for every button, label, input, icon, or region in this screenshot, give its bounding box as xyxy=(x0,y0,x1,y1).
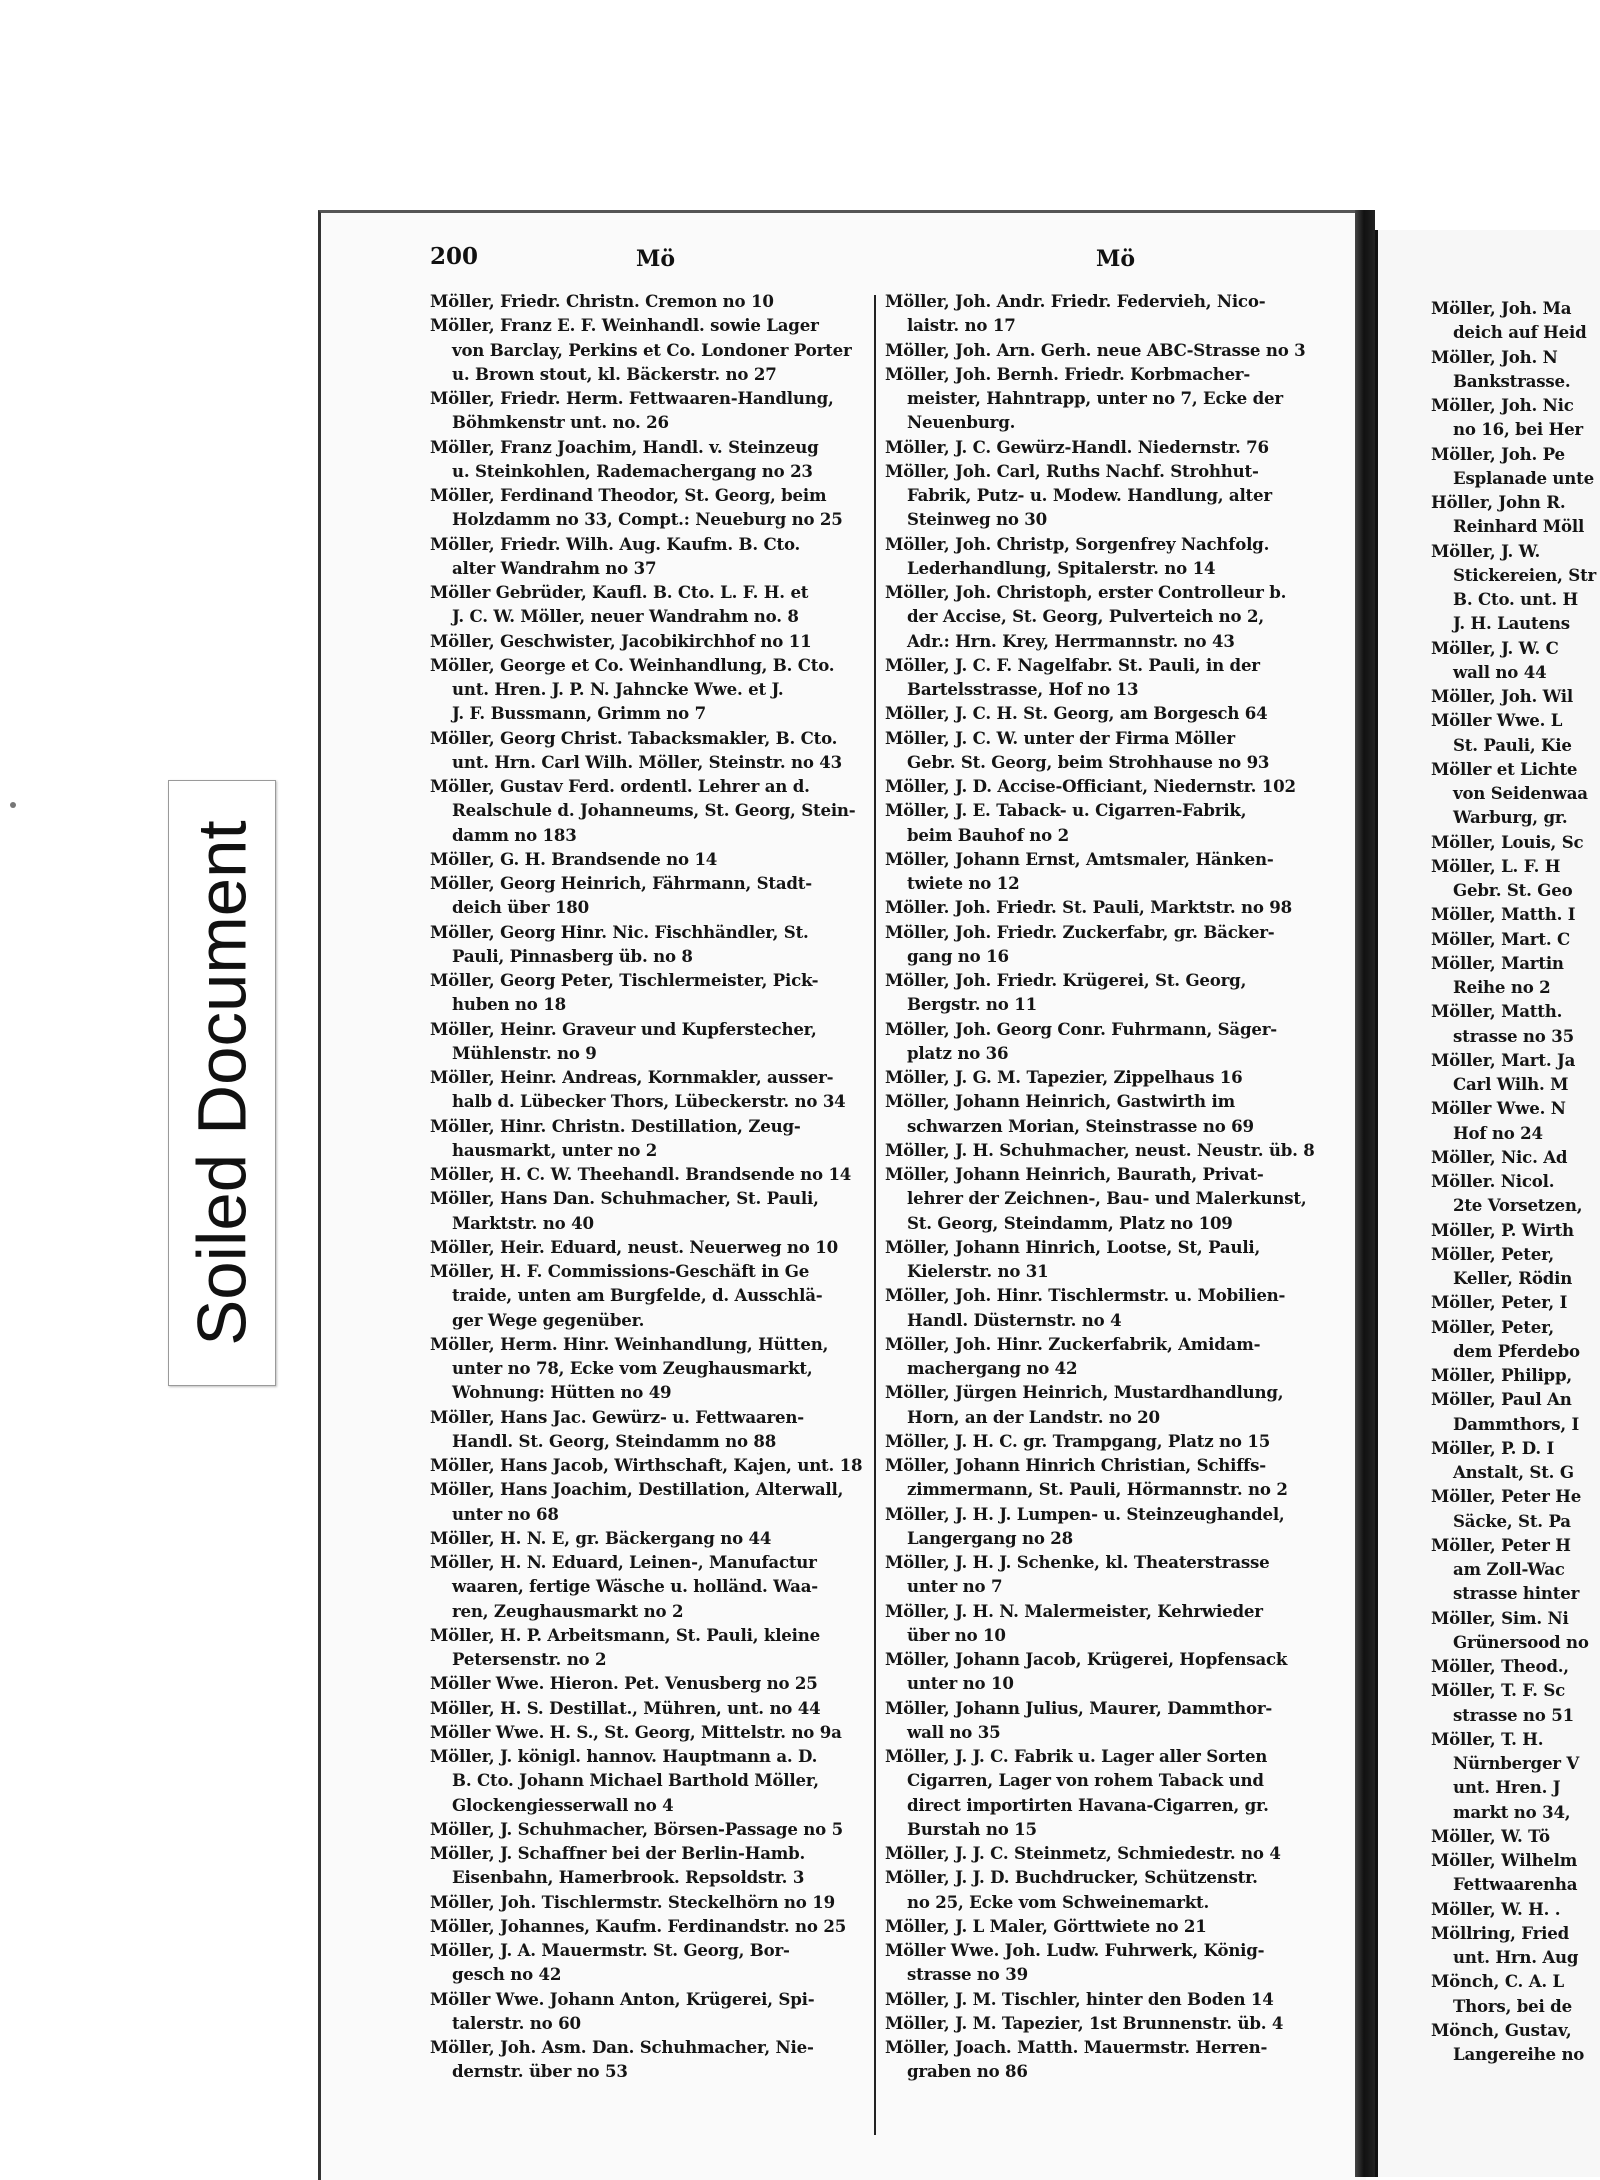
directory-line: Möller, J. H. Schuhmacher, neust. Neustr. üb. 8 xyxy=(885,1139,1315,1160)
directory-line: Möller, Joh. Nic xyxy=(1431,395,1574,415)
directory-line: Möller, Hans Jac. Gewürz- u. Fettwaaren- xyxy=(430,1406,804,1427)
directory-line: Möller, Franz Joachim, Handl. v. Steinzeug xyxy=(430,436,819,457)
directory-line: Esplanade unte xyxy=(1453,467,1594,488)
directory-line: Möller, Hans Jacob, Wirthschaft, Kajen, unt. 18 xyxy=(430,1455,863,1475)
directory-line: Wohnung: Hütten no 49 xyxy=(452,1382,672,1403)
directory-line: Möller, Georg Christ. Tabacksmakler, B. Cto. xyxy=(430,727,838,748)
directory-line: Möller, J. H. C. gr. Trampgang, Platz no 15 xyxy=(885,1430,1271,1451)
directory-line: Möller, Paul An xyxy=(1431,1389,1572,1410)
directory-line: Möller, H. P. Arbeitsmann, St. Pauli, kleine xyxy=(430,1624,820,1645)
directory-line: Möller, Joh. Arn. Gerh. neue ABC-Strasse no 3 xyxy=(885,339,1306,360)
directory-line: Möller, Ferdinand Theodor, St. Georg, beim xyxy=(430,485,827,505)
directory-line: Möller, Joh. Hinr. Zuckerfabrik, Amidam- xyxy=(885,1333,1261,1354)
directory-line: Möller, J. G. M. Tapezier, Zippelhaus 16 xyxy=(885,1067,1243,1087)
directory-line: Möller, Matth. I xyxy=(1431,904,1576,925)
directory-line: huben no 18 xyxy=(452,994,566,1015)
page-gutter-shadow xyxy=(1355,210,1375,2177)
directory-line: Möller, J. E. Taback- u. Cigarren-Fabrik, xyxy=(885,800,1247,821)
directory-line: Möller, P. Wirth xyxy=(1431,1219,1574,1240)
directory-line: Möller, H. N. E, gr. Bäckergang no 44 xyxy=(430,1527,772,1548)
directory-line: Möller, Johann Heinrich, Gastwirth im xyxy=(885,1091,1235,1112)
directory-line: Möller, Peter, I xyxy=(1431,1292,1568,1313)
directory-line: gesch no 42 xyxy=(452,1964,562,1985)
directory-line: Möller, Mart. C xyxy=(1431,928,1570,949)
directory-line: der Accise, St. Georg, Pulverteich no 2, xyxy=(907,606,1264,627)
directory-line: hausmarkt, unter no 2 xyxy=(452,1139,658,1160)
directory-line: Möller, Friedr. Wilh. Aug. Kaufm. B. Cto. xyxy=(430,533,801,554)
label-text: Soiled Document xyxy=(183,820,261,1346)
directory-line: Möller, Hinr. Christn. Destillation, Zeug- xyxy=(430,1115,801,1136)
directory-line: Möller, Nic. Ad xyxy=(1431,1146,1568,1167)
directory-line: Handl. Düsternstr. no 4 xyxy=(907,1309,1122,1330)
directory-line: Möller, Georg Peter, Tischlermeister, Pick- xyxy=(430,970,819,990)
directory-line: Gebr. St. Geo xyxy=(1453,880,1573,900)
directory-line: Möller, G. H. Brandsende no 14 xyxy=(430,848,718,869)
directory-line: no 16, bei Her xyxy=(1453,419,1583,440)
directory-line: Möller, J. W. C xyxy=(1431,637,1559,658)
directory-line: twiete no 12 xyxy=(907,873,1020,893)
directory-line: damm no 183 xyxy=(452,824,577,845)
adjacent-page-column xyxy=(1431,296,1596,2066)
directory-line: Möller, Hans Joachim, Destillation, Alterwall, xyxy=(430,1479,844,1500)
directory-line: Nürnberger V xyxy=(1453,1753,1580,1773)
directory-line: Glockengiesserwall no 4 xyxy=(452,1794,674,1815)
directory-line: von Barclay, Perkins et Co. Londoner Porter xyxy=(452,339,852,360)
directory-line: Möller, H. C. W. Theehandl. Brandsende no 14 xyxy=(430,1164,852,1184)
directory-line: Möller Wwe. H. S., St. Georg, Mittelstr. no 9a xyxy=(430,1721,842,1742)
directory-line: Möller, Matth. xyxy=(1431,1001,1563,1022)
directory-line: Möller, J. königl. hannov. Hauptmann a. D. xyxy=(430,1746,818,1766)
directory-line: Möller, Peter, xyxy=(1431,1243,1555,1264)
directory-line: wall no 44 xyxy=(1453,661,1547,682)
directory-line: beim Bauhof no 2 xyxy=(907,824,1069,845)
directory-line: meister, Hahntrapp, unter no 7, Ecke der xyxy=(907,388,1283,408)
column-divider xyxy=(874,295,876,2135)
directory-line: Warburg, gr. xyxy=(1453,807,1568,828)
directory-line: Bergstr. no 11 xyxy=(907,994,1037,1015)
directory-line: talerstr. no 60 xyxy=(452,2012,581,2033)
directory-line: Möller, J. Schuhmacher, Börsen-Passage no 5 xyxy=(430,1818,843,1839)
directory-line: Möller, J. M. Tischler, hinter den Boden 14 xyxy=(885,1988,1274,2009)
directory-line: Möller, Joh. Christoph, erster Controlleur b. xyxy=(885,582,1287,602)
directory-line: schwarzen Morian, Steinstrasse no 69 xyxy=(907,1115,1254,1136)
directory-line: dernstr. über no 53 xyxy=(452,2061,628,2082)
directory-line: Handl. St. Georg, Steindamm no 88 xyxy=(452,1430,777,1451)
directory-line: Möller, Joh. Hinr. Tischlermstr. u. Mobilien- xyxy=(885,1285,1286,1306)
directory-line: Möller Gebrüder, Kaufl. B. Cto. L. F. H. et xyxy=(430,582,809,602)
directory-line: Möller Wwe. Johann Anton, Krügerei, Spi- xyxy=(430,1988,815,2009)
right-column xyxy=(885,289,1355,2084)
directory-line: Möller, Joh. N xyxy=(1431,346,1558,367)
directory-line: traide, unten am Burgfelde, d. Ausschlä- xyxy=(452,1285,823,1306)
directory-line: Möller, J. W. xyxy=(1431,540,1541,561)
directory-line: Möller, H. F. Commissions-Geschäft in Ge xyxy=(430,1261,810,1281)
directory-line: Kielerstr. no 31 xyxy=(907,1261,1049,1281)
directory-line: Cigarren, Lager von rohem Taback und xyxy=(907,1770,1264,1791)
directory-line: unt. Hren. J xyxy=(1453,1777,1561,1798)
directory-line: Thors, bei de xyxy=(1453,1995,1572,2016)
directory-line: St. Pauli, Kie xyxy=(1453,734,1572,755)
directory-line: Holzdamm no 33, Compt.: Neueburg no 25 xyxy=(452,509,843,530)
directory-line: Möller, J. J. C. Steinmetz, Schmiedestr. no 4 xyxy=(885,1843,1281,1863)
directory-line: Burstah no 15 xyxy=(907,1818,1037,1839)
directory-line: unter no 78, Ecke vom Zeughausmarkt, xyxy=(452,1358,813,1378)
directory-line: J. C. W. Möller, neuer Wandrahm no. 8 xyxy=(452,606,799,627)
adjacent-page-fragment xyxy=(1375,230,1600,2177)
directory-line: Säcke, St. Pa xyxy=(1453,1510,1571,1531)
directory-line: 2te Vorsetzen, xyxy=(1453,1195,1583,1216)
directory-line: Möller. Joh. Friedr. St. Pauli, Marktstr. no 98 xyxy=(885,897,1292,918)
directory-line: Horn, an der Landstr. no 20 xyxy=(907,1406,1160,1427)
directory-line: Möller, J. J. D. Buchdrucker, Schützenstr. xyxy=(885,1867,1258,1888)
directory-line: Möller, L. F. H xyxy=(1431,855,1561,876)
directory-line: Möller, Hans Dan. Schuhmacher, St. Pauli, xyxy=(430,1188,819,1209)
directory-line: Reinhard Möll xyxy=(1453,516,1585,537)
directory-line: über no 10 xyxy=(907,1624,1006,1645)
directory-line: Möller, Joh. Friedr. Zuckerfabr, gr. Bäcker- xyxy=(885,921,1275,942)
directory-page xyxy=(318,210,1366,2180)
directory-line: Möller Wwe. L xyxy=(1431,710,1563,731)
directory-line: Möller, Joach. Matth. Mauermstr. Herren- xyxy=(885,2037,1268,2057)
directory-line: Möller, Franz E. F. Weinhandl. sowie Lager xyxy=(430,315,819,336)
directory-line: Möller, Joh. Andr. Friedr. Federvieh, Nico- xyxy=(885,291,1266,311)
directory-line: Möller, Gustav Ferd. ordentl. Lehrer an d. xyxy=(430,776,810,796)
directory-line: Möller, Joh. Ma xyxy=(1431,298,1572,318)
directory-line: Möller, Martin xyxy=(1431,952,1564,973)
directory-line: Hof no 24 xyxy=(1453,1122,1543,1143)
directory-line: Möller, J. H. N. Malermeister, Kehrwieder xyxy=(885,1600,1263,1621)
directory-line: Höller, John R. xyxy=(1431,492,1566,512)
directory-line: Gebr. St. Georg, beim Strohhause no 93 xyxy=(907,751,1270,772)
directory-line: unter no 10 xyxy=(907,1673,1014,1694)
directory-line: Reihe no 2 xyxy=(1453,977,1551,997)
directory-line: Möller, J. Schaffner bei der Berlin-Hamb. xyxy=(430,1843,806,1863)
directory-line: Langergang no 28 xyxy=(907,1527,1073,1548)
directory-line: Möller, Joh. Carl, Ruths Nachf. Strohhut- xyxy=(885,460,1259,481)
directory-line: Möller, Johann Julius, Maurer, Dammthor- xyxy=(885,1697,1273,1718)
directory-line: Mönch, Gustav, xyxy=(1431,2019,1572,2040)
directory-line: deich über 180 xyxy=(452,897,589,918)
directory-line: Möller, Peter, xyxy=(1431,1316,1555,1337)
directory-line: Möller, Johann Heinrich, Baurath, Privat- xyxy=(885,1164,1264,1184)
directory-line: Möller, J. H. J. Schenke, kl. Theaterstrasse xyxy=(885,1552,1270,1572)
directory-line: Möller, W. H. . xyxy=(1431,1898,1561,1919)
directory-line: wall no 35 xyxy=(907,1721,1001,1742)
running-head-left: Mö xyxy=(636,246,676,272)
directory-line: Möller, Louis, Sc xyxy=(1431,831,1584,852)
directory-line: Möller, Jürgen Heinrich, Mustardhandlung, xyxy=(885,1382,1284,1403)
directory-line: u. Brown stout, kl. Bäckerstr. no 27 xyxy=(452,363,777,384)
directory-line: Möller, Theod., xyxy=(1431,1656,1569,1676)
directory-line: Möller, J. C. F. Nagelfabr. St. Pauli, in der xyxy=(885,654,1260,675)
soiled-document-label xyxy=(168,780,276,1386)
directory-line: Fettwaarenha xyxy=(1453,1874,1578,1895)
directory-line: u. Steinkohlen, Rademachergang no 23 xyxy=(452,460,813,481)
directory-line: platz no 36 xyxy=(907,1042,1009,1063)
directory-line: J. F. Bussmann, Grimm no 7 xyxy=(452,703,706,724)
left-column xyxy=(430,289,865,2084)
directory-line: unt. Hrn. Carl Wilh. Möller, Steinstr. no 43 xyxy=(452,751,842,772)
directory-line: Möller, J. C. W. unter der Firma Möller xyxy=(885,727,1235,748)
directory-line: Möller, J. C. H. St. Georg, am Borgesch 64 xyxy=(885,703,1268,724)
directory-line: Möller, Georg Hinr. Nic. Fischhändler, St. xyxy=(430,921,809,942)
directory-line: Möller et Lichte xyxy=(1431,758,1578,779)
directory-line: Möller, Heir. Eduard, neust. Neuerweg no 10 xyxy=(430,1236,838,1257)
directory-line: Möller, Wilhelm xyxy=(1431,1850,1578,1870)
directory-line: Möllring, Fried xyxy=(1431,1922,1570,1943)
directory-line: Möller, Peter H xyxy=(1431,1534,1571,1555)
directory-line: Bartelsstrasse, Hof no 13 xyxy=(907,679,1139,699)
directory-line: St. Georg, Steindamm, Platz no 109 xyxy=(907,1212,1233,1233)
directory-line: alter Wandrahm no 37 xyxy=(452,557,657,578)
page-number: 200 xyxy=(430,243,479,270)
directory-line: lehrer der Zeichnen-, Bau- und Malerkunst, xyxy=(907,1188,1307,1209)
directory-line: Möller, H. N. Eduard, Leinen-, Manufactur xyxy=(430,1552,817,1572)
directory-line: Möller, J. C. Gewürz-Handl. Niedernstr. 76 xyxy=(885,436,1269,457)
directory-line: no 25, Ecke vom Schweinemarkt. xyxy=(907,1891,1210,1912)
directory-line: Möller, H. S. Destillat., Mühren, unt. no 44 xyxy=(430,1697,821,1718)
directory-line: B. Cto. unt. H xyxy=(1453,589,1579,609)
directory-line: direct importirten Havana-Cigarren, gr. xyxy=(907,1794,1269,1815)
directory-line: Grünersood no xyxy=(1453,1631,1589,1652)
directory-line: Möller, Johann Ernst, Amtsmaler, Hänken- xyxy=(885,848,1274,869)
directory-line: Möller, Sim. Ni xyxy=(1431,1607,1569,1628)
directory-line: Neuenburg. xyxy=(907,412,1016,433)
directory-line: Möller, George et Co. Weinhandlung, B. Cto. xyxy=(430,654,835,675)
directory-line: strasse no 51 xyxy=(1453,1704,1574,1725)
directory-line: Möller, Johannes, Kaufm. Ferdinandstr. no 25 xyxy=(430,1915,847,1936)
directory-line: Möller, J. J. C. Fabrik u. Lager aller Sorten xyxy=(885,1746,1268,1766)
directory-line: Möller, T. F. Sc xyxy=(1431,1680,1566,1701)
directory-line: Eisenbahn, Hamerbrook. Repsoldstr. 3 xyxy=(452,1867,805,1888)
directory-line: zimmermann, St. Pauli, Hörmannstr. no 2 xyxy=(907,1479,1288,1500)
directory-line: Möller, Johann Hinrich Christian, Schiffs- xyxy=(885,1455,1266,1475)
directory-line: waaren, fertige Wäsche u. holländ. Waa- xyxy=(452,1576,818,1597)
directory-line: Möller, Johann Hinrich, Lootse, St, Pauli, xyxy=(885,1236,1261,1257)
directory-line: Möller, Friedr. Herm. Fettwaaren-Handlung, xyxy=(430,388,834,408)
directory-line: Möller. Nicol. xyxy=(1431,1171,1555,1191)
directory-line: Möller, T. H. xyxy=(1431,1728,1544,1749)
directory-line: halb d. Lübecker Thors, Lübeckerstr. no 34 xyxy=(452,1091,846,1112)
directory-line: Dammthors, I xyxy=(1453,1413,1580,1434)
directory-line: Möller, Peter He xyxy=(1431,1486,1582,1507)
directory-line: Möller, J. M. Tapezier, 1st Brunnenstr. üb. 4 xyxy=(885,2012,1284,2033)
directory-line: Möller, Geschwister, Jacobikirchhof no 11 xyxy=(430,630,812,651)
directory-line: Möller, J. L Maler, Görttwiete no 21 xyxy=(885,1915,1207,1936)
directory-line: gang no 16 xyxy=(907,945,1009,966)
directory-line: Möller, Philipp, xyxy=(1431,1365,1572,1385)
directory-line: J. H. Lautens xyxy=(1453,613,1570,634)
directory-line: Möller, Herm. Hinr. Weinhandlung, Hütten, xyxy=(430,1333,829,1354)
directory-line: laistr. no 17 xyxy=(907,315,1016,336)
directory-line: strasse no 39 xyxy=(907,1964,1028,1985)
directory-line: Möller, Georg Heinrich, Fährmann, Stadt- xyxy=(430,873,812,893)
directory-line: ren, Zeughausmarkt no 2 xyxy=(452,1600,684,1621)
directory-line: Möller, Heinr. Graveur und Kupferstecher, xyxy=(430,1018,817,1039)
directory-line: Steinweg no 30 xyxy=(907,509,1047,530)
directory-line: ger Wege gegenüber. xyxy=(452,1309,645,1330)
directory-line: Bankstrasse. xyxy=(1453,370,1571,391)
directory-line: Fabrik, Putz- u. Modew. Handlung, alter xyxy=(907,485,1272,505)
directory-line: Möller, P. D. I xyxy=(1431,1437,1555,1458)
directory-line: am Zoll-Wac xyxy=(1453,1559,1565,1579)
directory-line: Möller, Joh. Tischlermstr. Steckelhörn no 19 xyxy=(430,1891,835,1912)
directory-line: Anstalt, St. G xyxy=(1453,1462,1574,1482)
directory-line: Mühlenstr. no 9 xyxy=(452,1042,597,1063)
directory-line: Lederhandlung, Spitalerstr. no 14 xyxy=(907,557,1216,578)
directory-line: strasse hinter xyxy=(1453,1583,1580,1604)
directory-line: Marktstr. no 40 xyxy=(452,1212,594,1233)
directory-line: Möller, J. A. Mauermstr. St. Georg, Bor- xyxy=(430,1940,790,1960)
directory-line: Petersenstr. no 2 xyxy=(452,1649,607,1669)
directory-line: dem Pferdebo xyxy=(1453,1340,1580,1361)
directory-line: Möller, Heinr. Andreas, Kornmakler, ausser- xyxy=(430,1067,834,1087)
directory-line: machergang no 42 xyxy=(907,1358,1078,1378)
directory-line: Möller Wwe. Joh. Ludw. Fuhrwerk, König- xyxy=(885,1940,1265,1960)
directory-line: Möller Wwe. Hieron. Pet. Venusberg no 25 xyxy=(430,1673,818,1694)
directory-line: Möller, W. Tö xyxy=(1431,1825,1550,1846)
directory-line: Möller, J. D. Accise-Officiant, Niedernstr. 102 xyxy=(885,776,1296,796)
directory-line: Möller, Johann Jacob, Krügerei, Hopfensack xyxy=(885,1649,1288,1669)
directory-line: Möller, J. H. J. Lumpen- u. Steinzeughandel, xyxy=(885,1503,1285,1524)
directory-line: Adr.: Hrn. Krey, Herrmannstr. no 43 xyxy=(907,630,1235,651)
directory-line: Möller, Joh. Wil xyxy=(1431,686,1573,706)
directory-line: Möller, Joh. Georg Conr. Fuhrmann, Säger- xyxy=(885,1018,1277,1039)
directory-line: strasse no 35 xyxy=(1453,1025,1574,1046)
directory-line: deich auf Heid xyxy=(1453,322,1587,343)
running-head-right: Mö xyxy=(1096,246,1136,272)
directory-line: Langereihe no xyxy=(1453,2044,1585,2064)
directory-line: unter no 7 xyxy=(907,1576,1003,1597)
directory-line: Böhmkenstr unt. no. 26 xyxy=(452,412,669,433)
directory-line: Möller, Joh. Friedr. Krügerei, St. Georg, xyxy=(885,970,1247,990)
directory-line: B. Cto. Johann Michael Barthold Möller, xyxy=(452,1770,819,1791)
directory-line: Möller, Joh. Bernh. Friedr. Korbmacher- xyxy=(885,363,1251,384)
directory-line: von Seidenwaa xyxy=(1453,783,1588,803)
directory-line: graben no 86 xyxy=(907,2061,1028,2082)
directory-line: Pauli, Pinnasberg üb. no 8 xyxy=(452,945,693,966)
directory-line: Möller, Mart. Ja xyxy=(1431,1049,1576,1070)
directory-line: unt. Hren. J. P. N. Jahncke Wwe. et J. xyxy=(452,679,784,699)
directory-line: Keller, Rödin xyxy=(1453,1268,1573,1288)
directory-line: Realschule d. Johanneums, St. Georg, Stein- xyxy=(452,800,856,821)
directory-line: Mönch, C. A. L xyxy=(1431,1971,1564,1992)
directory-line: unter no 68 xyxy=(452,1503,559,1524)
directory-line: unt. Hrn. Aug xyxy=(1453,1947,1579,1967)
margin-speck xyxy=(10,802,16,808)
directory-line: Möller Wwe. N xyxy=(1431,1098,1566,1119)
directory-line: Carl Wilh. M xyxy=(1453,1074,1569,1094)
directory-line: Möller, Friedr. Christn. Cremon no 10 xyxy=(430,291,774,311)
directory-line: Möller, Joh. Pe xyxy=(1431,443,1565,464)
directory-line: Stickereien, Str xyxy=(1453,564,1597,585)
directory-line: Möller, Joh. Christp, Sorgenfrey Nachfolg. xyxy=(885,533,1270,554)
directory-line: Möller, Joh. Asm. Dan. Schuhmacher, Nie- xyxy=(430,2037,814,2057)
directory-line: markt no 34, xyxy=(1453,1801,1571,1822)
